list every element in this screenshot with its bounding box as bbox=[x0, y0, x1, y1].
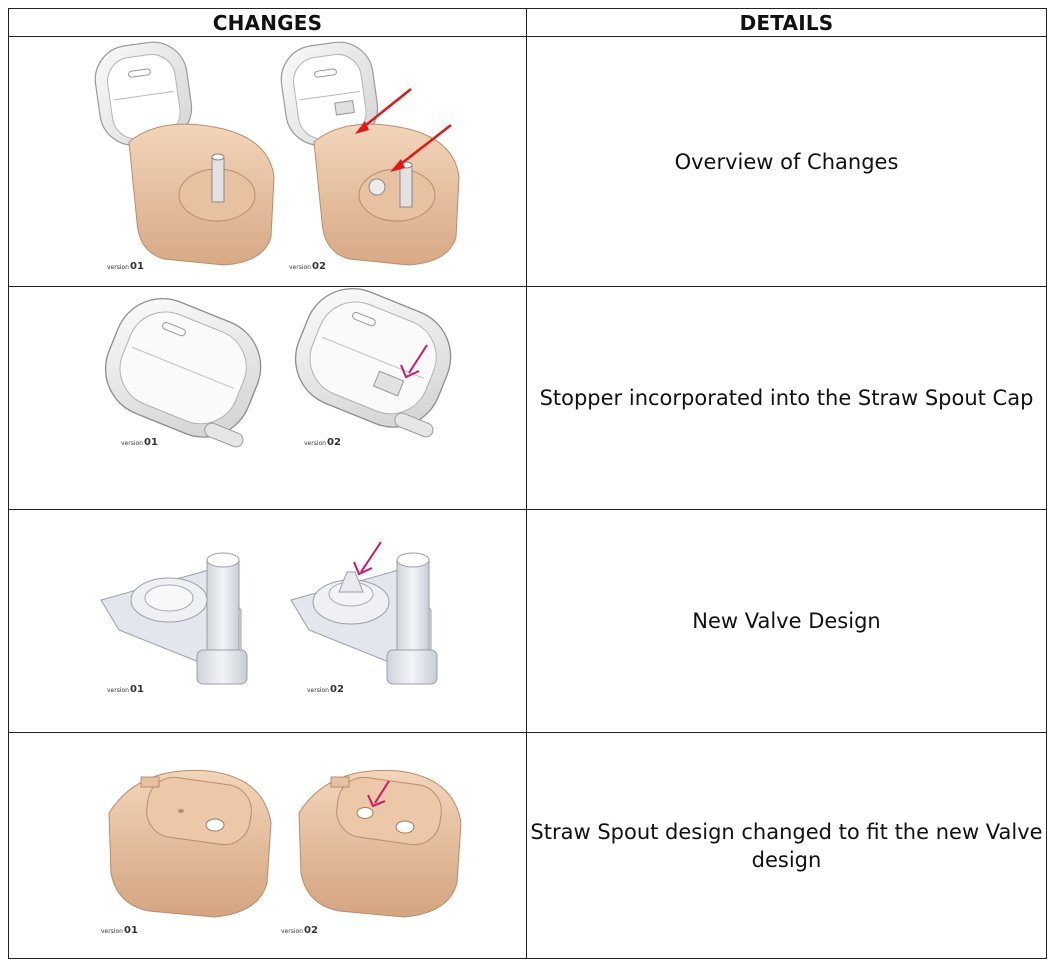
spout-illustration bbox=[9, 733, 527, 958]
details-header: DETAILS bbox=[527, 9, 1047, 37]
version-number: 02 bbox=[329, 684, 344, 695]
changes-header: CHANGES bbox=[9, 9, 527, 37]
version-02-cap bbox=[281, 287, 472, 448]
version-01-spout bbox=[101, 770, 271, 936]
valve-illustration-cell bbox=[9, 510, 527, 733]
version-prefix: version bbox=[121, 440, 143, 447]
svg-text:version02 bbox=[289, 261, 326, 272]
svg-text:version01 bbox=[121, 437, 158, 448]
cap-illustration-cell bbox=[9, 287, 527, 510]
svg-text:version02 bbox=[281, 925, 318, 936]
svg-text:version01 bbox=[107, 684, 144, 695]
cap-illustration bbox=[9, 287, 527, 509]
version-prefix: version bbox=[101, 928, 123, 935]
svg-text:version02 bbox=[307, 684, 344, 695]
version-02-valve bbox=[291, 553, 437, 695]
table-row bbox=[9, 37, 1047, 287]
version-prefix: version bbox=[107, 687, 129, 694]
version-01-valve bbox=[101, 553, 247, 695]
version-number: 01 bbox=[129, 684, 144, 695]
table-row bbox=[9, 287, 1047, 510]
overview-illustration bbox=[9, 37, 527, 286]
version-prefix: version bbox=[281, 928, 303, 935]
detail-text: Stopper incorporated into the Straw Spout Cap bbox=[527, 287, 1047, 510]
version-02-model bbox=[277, 38, 459, 272]
version-number: 02 bbox=[326, 437, 341, 448]
svg-text:version01 bbox=[101, 925, 138, 936]
arrow-icon bbox=[354, 542, 381, 574]
version-01-cap bbox=[91, 287, 282, 455]
table-row bbox=[9, 510, 1047, 733]
detail-text: Overview of Changes bbox=[527, 37, 1047, 287]
version-number: 02 bbox=[303, 925, 318, 936]
table-row bbox=[9, 733, 1047, 959]
changes-table bbox=[8, 8, 1047, 959]
version-prefix: version bbox=[289, 264, 311, 271]
spout-illustration-cell bbox=[9, 733, 527, 959]
version-number: 02 bbox=[311, 261, 326, 272]
svg-text:version02 bbox=[304, 437, 341, 448]
version-number: 01 bbox=[129, 261, 144, 272]
version-prefix: version bbox=[304, 440, 326, 447]
version-02-spout bbox=[281, 770, 461, 936]
detail-text: Straw Spout design changed to fit the new Valve design bbox=[527, 733, 1047, 959]
svg-text:version01 bbox=[107, 261, 144, 272]
version-number: 01 bbox=[143, 437, 158, 448]
version-prefix: version bbox=[307, 687, 329, 694]
version-prefix: version bbox=[107, 264, 129, 271]
version-01-model bbox=[91, 38, 274, 272]
overview-illustration-cell bbox=[9, 37, 527, 287]
version-number: 01 bbox=[123, 925, 138, 936]
valve-illustration bbox=[9, 510, 527, 732]
detail-text: New Valve Design bbox=[527, 510, 1047, 733]
